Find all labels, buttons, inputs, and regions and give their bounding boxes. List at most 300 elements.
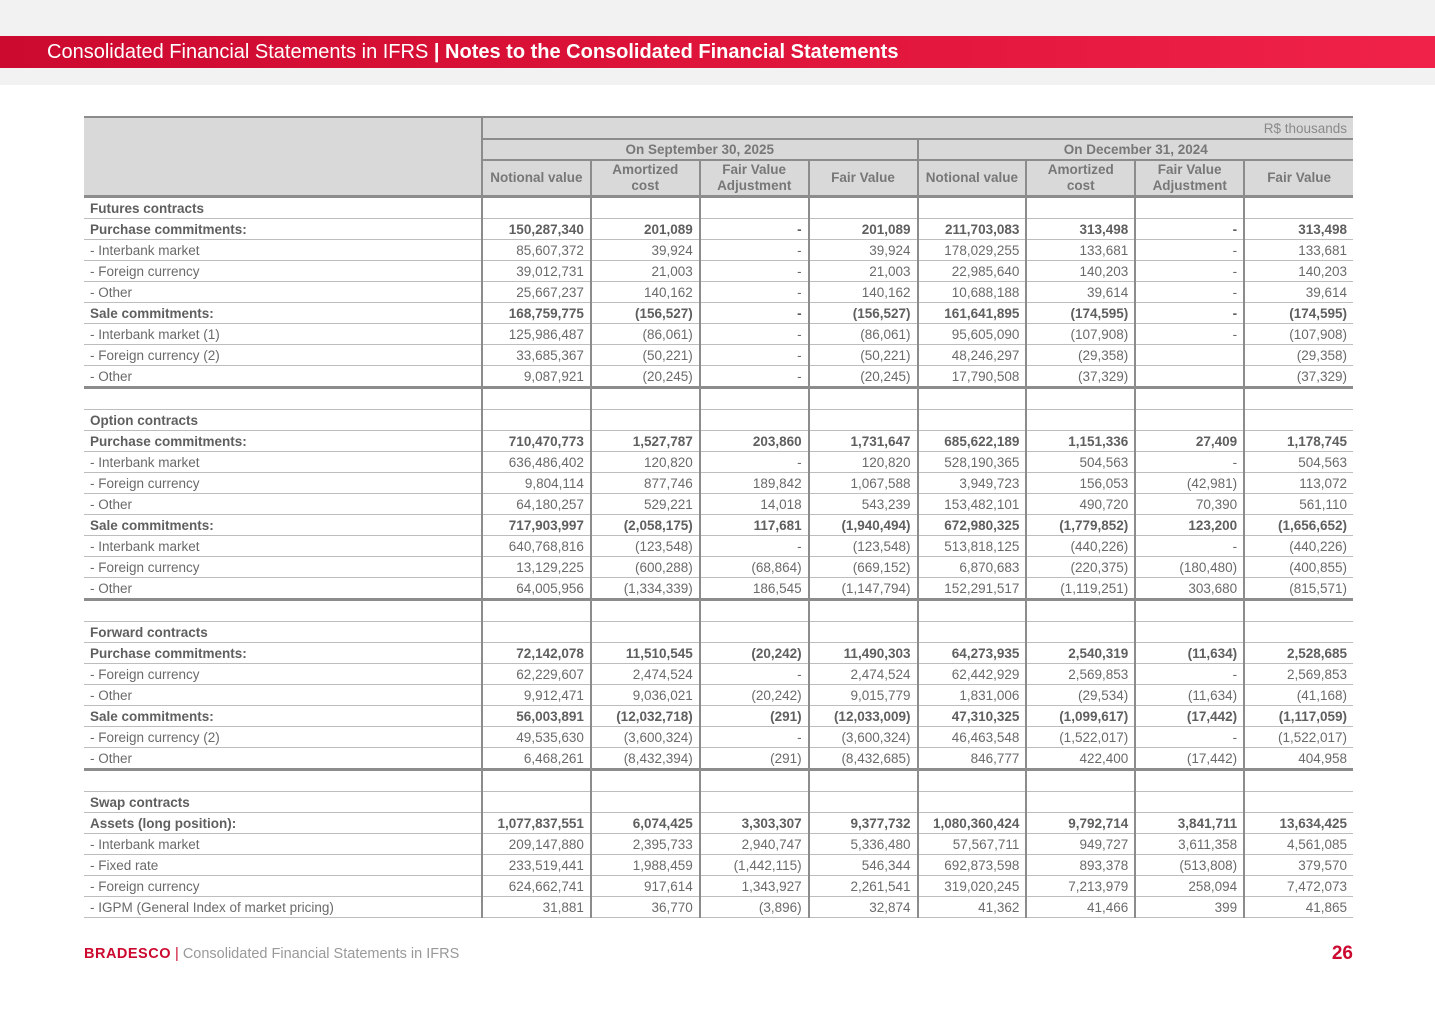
cell-value: (1,117,059) — [1244, 706, 1353, 727]
cell-value: 48,246,297 — [918, 345, 1027, 366]
cell-value: 150,287,340 — [482, 219, 591, 240]
cell-value: 893,378 — [1026, 855, 1135, 876]
cell-value — [1026, 600, 1135, 622]
cell-value: 9,912,471 — [482, 685, 591, 706]
cell-value: 41,865 — [1244, 897, 1353, 918]
cell-value — [809, 388, 918, 410]
cell-value: 9,015,779 — [809, 685, 918, 706]
cell-value: - — [1135, 452, 1244, 473]
table-row — [84, 834, 1353, 855]
cell-value: 404,958 — [1244, 748, 1353, 770]
cell-value: 6,468,261 — [482, 748, 591, 770]
cell-value: - — [1135, 536, 1244, 557]
table-row — [84, 643, 1353, 664]
cell-value: - — [700, 345, 809, 366]
cell-value: 2,569,853 — [1244, 664, 1353, 685]
cell-value — [700, 792, 809, 813]
cell-value — [918, 770, 1027, 792]
footer — [84, 946, 459, 962]
cell-value: 41,466 — [1026, 897, 1135, 918]
cell-value: 3,611,358 — [1135, 834, 1244, 855]
cell-value: 140,203 — [1244, 261, 1353, 282]
col-header-fair-value: Fair Value — [1244, 160, 1353, 197]
cell-value: 161,641,895 — [918, 303, 1027, 324]
cell-value: (1,522,017) — [1244, 727, 1353, 748]
cell-value: 6,074,425 — [591, 813, 700, 834]
cell-value — [482, 622, 591, 643]
row-label: - Foreign currency — [84, 664, 482, 685]
cell-value — [700, 622, 809, 643]
cell-value — [1026, 792, 1135, 813]
row-label: - Foreign currency — [84, 261, 482, 282]
cell-value: (29,534) — [1026, 685, 1135, 706]
cell-value: - — [700, 536, 809, 557]
cell-value: 57,567,711 — [918, 834, 1027, 855]
cell-value: (180,480) — [1135, 557, 1244, 578]
table-row — [84, 452, 1353, 473]
cell-value: 201,089 — [809, 219, 918, 240]
row-label: - Other — [84, 685, 482, 706]
row-label: Swap contracts — [84, 792, 482, 813]
cell-value — [1244, 600, 1353, 622]
cell-value: 379,570 — [1244, 855, 1353, 876]
cell-value: 1,077,837,551 — [482, 813, 591, 834]
cell-value — [482, 197, 591, 219]
cell-value: 636,486,402 — [482, 452, 591, 473]
row-label: Sale commitments: — [84, 706, 482, 727]
cell-value: (513,808) — [1135, 855, 1244, 876]
cell-value: (29,358) — [1026, 345, 1135, 366]
table-row — [84, 536, 1353, 557]
cell-value: - — [700, 303, 809, 324]
cell-value: (2,058,175) — [591, 515, 700, 536]
cell-value: 11,490,303 — [809, 643, 918, 664]
cell-value: 9,804,114 — [482, 473, 591, 494]
header-separator: | — [433, 41, 440, 63]
cell-value: (3,896) — [700, 897, 809, 918]
cell-value: 1,080,360,424 — [918, 813, 1027, 834]
cell-value — [918, 197, 1027, 219]
cell-value: (20,245) — [591, 366, 700, 388]
cell-value — [1026, 770, 1135, 792]
cell-value: 2,474,524 — [591, 664, 700, 685]
table-row — [84, 685, 1353, 706]
table-row — [84, 622, 1353, 643]
cell-value: 1,988,459 — [591, 855, 700, 876]
cell-value — [918, 600, 1027, 622]
cell-value: (29,358) — [1244, 345, 1353, 366]
cell-value: (440,226) — [1244, 536, 1353, 557]
cell-value — [1135, 622, 1244, 643]
cell-value: 877,746 — [591, 473, 700, 494]
cell-value: (17,442) — [1135, 706, 1244, 727]
cell-value: (400,855) — [1244, 557, 1353, 578]
row-label: - Other — [84, 282, 482, 303]
cell-value: (815,571) — [1244, 578, 1353, 600]
cell-value — [1135, 770, 1244, 792]
cell-value: 1,178,745 — [1244, 431, 1353, 452]
cell-value: (50,221) — [809, 345, 918, 366]
cell-value: 152,291,517 — [918, 578, 1027, 600]
cell-value: 209,147,880 — [482, 834, 591, 855]
cell-value: 47,310,325 — [918, 706, 1027, 727]
cell-value: (3,600,324) — [809, 727, 918, 748]
row-label: - Interbank market (1) — [84, 324, 482, 345]
row-label: - IGPM (General Index of market pricing) — [84, 897, 482, 918]
cell-value: 949,727 — [1026, 834, 1135, 855]
cell-value: 32,874 — [809, 897, 918, 918]
table-body — [84, 197, 1353, 918]
table-row — [84, 324, 1353, 345]
cell-value — [591, 410, 700, 431]
cell-value — [482, 600, 591, 622]
cell-value — [1135, 366, 1244, 388]
cell-value: 2,940,747 — [700, 834, 809, 855]
cell-value: 39,924 — [809, 240, 918, 261]
cell-value — [1135, 345, 1244, 366]
col-header-amortized-cost: Amortized cost — [591, 160, 700, 197]
row-label: - Foreign currency (2) — [84, 345, 482, 366]
cell-value — [1244, 197, 1353, 219]
cell-value: - — [1135, 261, 1244, 282]
cell-value: 2,474,524 — [809, 664, 918, 685]
cell-value: 528,190,365 — [918, 452, 1027, 473]
row-label: - Other — [84, 366, 482, 388]
table-row — [84, 748, 1353, 770]
cell-value: 39,012,731 — [482, 261, 591, 282]
cell-value: (1,656,652) — [1244, 515, 1353, 536]
cell-value: 21,003 — [809, 261, 918, 282]
cell-value — [1135, 388, 1244, 410]
cell-value — [700, 388, 809, 410]
cell-value — [700, 600, 809, 622]
cell-value: 85,607,372 — [482, 240, 591, 261]
table-row — [84, 219, 1353, 240]
table-row — [84, 600, 1353, 622]
cell-value: - — [700, 240, 809, 261]
cell-value: 178,029,255 — [918, 240, 1027, 261]
cell-value: (1,147,794) — [809, 578, 918, 600]
cell-value: 70,390 — [1135, 494, 1244, 515]
cell-value — [482, 388, 591, 410]
cell-value: (107,908) — [1026, 324, 1135, 345]
cell-value: 56,003,891 — [482, 706, 591, 727]
table-row — [84, 261, 1353, 282]
cell-value: (8,432,394) — [591, 748, 700, 770]
cell-value: 399 — [1135, 897, 1244, 918]
cell-value: 9,087,921 — [482, 366, 591, 388]
cell-value — [700, 410, 809, 431]
period-header-dec-2024: On December 31, 2024 — [918, 139, 1354, 160]
cell-value: - — [700, 452, 809, 473]
cell-value: 624,662,741 — [482, 876, 591, 897]
row-label: Purchase commitments: — [84, 219, 482, 240]
cell-value — [482, 792, 591, 813]
row-label: Purchase commitments: — [84, 431, 482, 452]
row-label: - Interbank market — [84, 452, 482, 473]
cell-value: 5,336,480 — [809, 834, 918, 855]
cell-value: 10,688,188 — [918, 282, 1027, 303]
cell-value: - — [700, 219, 809, 240]
table-row — [84, 557, 1353, 578]
cell-value: 1,527,787 — [591, 431, 700, 452]
cell-value: (174,595) — [1244, 303, 1353, 324]
cell-value: 504,563 — [1244, 452, 1353, 473]
cell-value: 13,129,225 — [482, 557, 591, 578]
cell-value: 201,089 — [591, 219, 700, 240]
cell-value — [1135, 600, 1244, 622]
cell-value: (174,595) — [1026, 303, 1135, 324]
cell-value: (107,908) — [1244, 324, 1353, 345]
cell-value: 546,344 — [809, 855, 918, 876]
cell-value — [1026, 622, 1135, 643]
cell-value: 140,162 — [809, 282, 918, 303]
table-row — [84, 855, 1353, 876]
cell-value: 7,213,979 — [1026, 876, 1135, 897]
cell-value — [591, 388, 700, 410]
cell-value: 117,681 — [700, 515, 809, 536]
cell-value: 313,498 — [1026, 219, 1135, 240]
cell-value: - — [1135, 240, 1244, 261]
cell-value: 1,731,647 — [809, 431, 918, 452]
cell-value — [1135, 792, 1244, 813]
cell-value: (156,527) — [809, 303, 918, 324]
cell-value — [918, 410, 1027, 431]
cell-value: 685,622,189 — [918, 431, 1027, 452]
cell-value: (291) — [700, 748, 809, 770]
table-row — [84, 197, 1353, 219]
cell-value: 3,949,723 — [918, 473, 1027, 494]
row-label: - Foreign currency — [84, 557, 482, 578]
cell-value: (1,099,617) — [1026, 706, 1135, 727]
cell-value — [591, 600, 700, 622]
table-row — [84, 473, 1353, 494]
row-label: Purchase commitments: — [84, 643, 482, 664]
cell-value: 39,614 — [1026, 282, 1135, 303]
row-label: Forward contracts — [84, 622, 482, 643]
row-label: - Other — [84, 494, 482, 515]
cell-value: (20,242) — [700, 643, 809, 664]
col-header-fair-value-adjustment: Fair Value Adjustment — [700, 160, 809, 197]
cell-value: 846,777 — [918, 748, 1027, 770]
cell-value — [1244, 770, 1353, 792]
cell-value — [809, 600, 918, 622]
cell-value: (1,940,494) — [809, 515, 918, 536]
row-label: - Interbank market — [84, 240, 482, 261]
cell-value: 717,903,997 — [482, 515, 591, 536]
table-row — [84, 727, 1353, 748]
cell-value: (37,329) — [1244, 366, 1353, 388]
cell-value — [1026, 410, 1135, 431]
cell-value: - — [700, 664, 809, 685]
cell-value: 2,540,319 — [1026, 643, 1135, 664]
cell-value: 133,681 — [1026, 240, 1135, 261]
table-row — [84, 664, 1353, 685]
cell-value: (17,442) — [1135, 748, 1244, 770]
cell-value: 3,303,307 — [700, 813, 809, 834]
header-title-part1: Consolidated Financial Statements in IFRS — [47, 41, 429, 63]
cell-value: 1,151,336 — [1026, 431, 1135, 452]
cell-value: (600,288) — [591, 557, 700, 578]
row-label: Option contracts — [84, 410, 482, 431]
cell-value: (1,119,251) — [1026, 578, 1135, 600]
table-row — [84, 366, 1353, 388]
cell-value: (1,522,017) — [1026, 727, 1135, 748]
cell-value: - — [700, 282, 809, 303]
cell-value: (37,329) — [1026, 366, 1135, 388]
cell-value: 422,400 — [1026, 748, 1135, 770]
cell-value: (3,600,324) — [591, 727, 700, 748]
cell-value: 6,870,683 — [918, 557, 1027, 578]
top-margin — [0, 0, 1435, 36]
cell-value: (12,032,718) — [591, 706, 700, 727]
row-label: Sale commitments: — [84, 515, 482, 536]
cell-value: 529,221 — [591, 494, 700, 515]
row-label: - Interbank market — [84, 834, 482, 855]
row-label: - Foreign currency — [84, 876, 482, 897]
cell-value — [482, 410, 591, 431]
period-header-sep-2025: On September 30, 2025 — [482, 139, 918, 160]
cell-value: (1,334,339) — [591, 578, 700, 600]
cell-value — [591, 792, 700, 813]
cell-value: 36,770 — [591, 897, 700, 918]
cell-value — [1244, 388, 1353, 410]
cell-value: 2,395,733 — [591, 834, 700, 855]
cell-value: 640,768,816 — [482, 536, 591, 557]
cell-value: (41,168) — [1244, 685, 1353, 706]
row-label: - Fixed rate — [84, 855, 482, 876]
cell-value: - — [1135, 303, 1244, 324]
col-header-amortized-cost: Amortized cost — [1026, 160, 1135, 197]
table-row — [84, 706, 1353, 727]
table-row — [84, 240, 1353, 261]
table-row — [84, 792, 1353, 813]
cell-value — [1244, 792, 1353, 813]
cell-value: (11,634) — [1135, 685, 1244, 706]
cell-value: - — [1135, 324, 1244, 345]
cell-value: 1,831,006 — [918, 685, 1027, 706]
cell-value: (12,033,009) — [809, 706, 918, 727]
cell-value: - — [1135, 664, 1244, 685]
cell-value: (220,375) — [1026, 557, 1135, 578]
cell-value: 64,180,257 — [482, 494, 591, 515]
table-stub-header — [84, 117, 482, 197]
cell-value: - — [700, 366, 809, 388]
row-label: - Foreign currency (2) — [84, 727, 482, 748]
header-under-strip — [0, 68, 1435, 85]
cell-value — [1135, 197, 1244, 219]
cell-value — [1026, 197, 1135, 219]
cell-value — [591, 770, 700, 792]
cell-value: 2,528,685 — [1244, 643, 1353, 664]
cell-value: (1,779,852) — [1026, 515, 1135, 536]
cell-value: 672,980,325 — [918, 515, 1027, 536]
unit-label: R$ thousands — [482, 117, 1353, 139]
table-row — [84, 388, 1353, 410]
cell-value — [700, 197, 809, 219]
cell-value — [1244, 622, 1353, 643]
cell-value: 513,818,125 — [918, 536, 1027, 557]
cell-value: 21,003 — [591, 261, 700, 282]
cell-value — [591, 197, 700, 219]
cell-value: 113,072 — [1244, 473, 1353, 494]
cell-value: 7,472,073 — [1244, 876, 1353, 897]
cell-value: (1,442,115) — [700, 855, 809, 876]
cell-value: (669,152) — [809, 557, 918, 578]
cell-value: (8,432,685) — [809, 748, 918, 770]
table-row — [84, 410, 1353, 431]
cell-value — [918, 388, 1027, 410]
cell-value: (68,864) — [700, 557, 809, 578]
table-row — [84, 494, 1353, 515]
cell-value: 27,409 — [1135, 431, 1244, 452]
cell-value: - — [700, 727, 809, 748]
cell-value: 203,860 — [700, 431, 809, 452]
cell-value: 39,924 — [591, 240, 700, 261]
cell-value: 561,110 — [1244, 494, 1353, 515]
cell-value: (156,527) — [591, 303, 700, 324]
row-label: Sale commitments: — [84, 303, 482, 324]
cell-value — [809, 622, 918, 643]
cell-value: 9,792,714 — [1026, 813, 1135, 834]
cell-value: 186,545 — [700, 578, 809, 600]
cell-value: 4,561,085 — [1244, 834, 1353, 855]
cell-value: 33,685,367 — [482, 345, 591, 366]
cell-value — [482, 770, 591, 792]
cell-value: 1,343,927 — [700, 876, 809, 897]
cell-value — [1244, 410, 1353, 431]
table-row — [84, 431, 1353, 452]
row-label: Futures contracts — [84, 197, 482, 219]
cell-value: 17,790,508 — [918, 366, 1027, 388]
cell-value: (440,226) — [1026, 536, 1135, 557]
table-row — [84, 876, 1353, 897]
cell-value: 1,067,588 — [809, 473, 918, 494]
cell-value: 168,759,775 — [482, 303, 591, 324]
cell-value: 62,229,607 — [482, 664, 591, 685]
cell-value: 11,510,545 — [591, 643, 700, 664]
cell-value: 504,563 — [1026, 452, 1135, 473]
cell-value: 313,498 — [1244, 219, 1353, 240]
cell-value: 303,680 — [1135, 578, 1244, 600]
cell-value: 39,614 — [1244, 282, 1353, 303]
cell-value: 133,681 — [1244, 240, 1353, 261]
cell-value: 120,820 — [809, 452, 918, 473]
footer-separator: | — [175, 946, 179, 962]
cell-value — [918, 792, 1027, 813]
page-number: 26 — [1331, 943, 1353, 964]
cell-value: 9,377,732 — [809, 813, 918, 834]
cell-value: 64,005,956 — [482, 578, 591, 600]
cell-value: (11,634) — [1135, 643, 1244, 664]
table-row — [84, 770, 1353, 792]
cell-value — [1135, 410, 1244, 431]
cell-value — [809, 197, 918, 219]
cell-value: 543,239 — [809, 494, 918, 515]
cell-value: 692,873,598 — [918, 855, 1027, 876]
cell-value: (123,548) — [591, 536, 700, 557]
cell-value: 120,820 — [591, 452, 700, 473]
table-row — [84, 282, 1353, 303]
cell-value: (42,981) — [1135, 473, 1244, 494]
row-label: - Interbank market — [84, 536, 482, 557]
cell-value: 140,162 — [591, 282, 700, 303]
cell-value: 25,667,237 — [482, 282, 591, 303]
cell-value: 72,142,078 — [482, 643, 591, 664]
row-label: - Foreign currency — [84, 473, 482, 494]
cell-value — [809, 792, 918, 813]
table-row — [84, 813, 1353, 834]
